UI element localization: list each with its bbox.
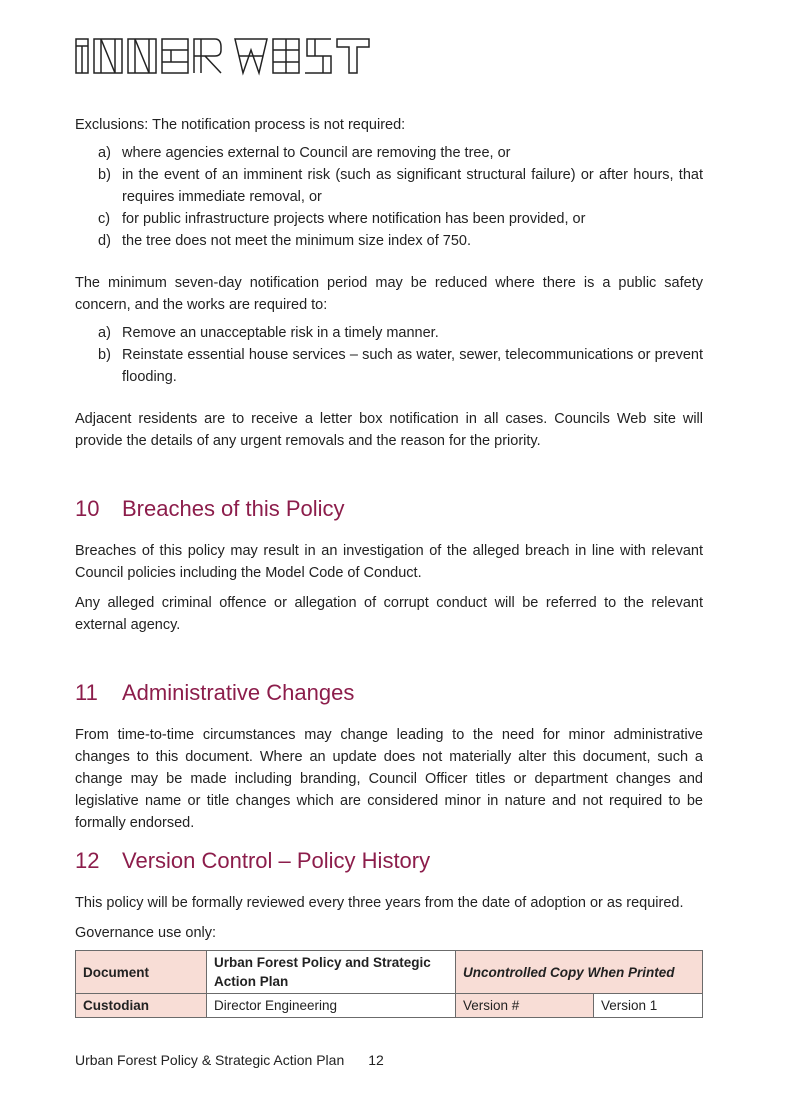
exclusions-list [75, 142, 703, 252]
administrative-changes-paragraph: From time-to-time circumstances may change leading to the need for minor administrative changes to this document. Where an update does not materially alter this document, such a change may be made including branding, Council Officer titles or department changes and legislative name or title changes which are considered minor in nature and not required to be formally endorsed. [75, 727, 703, 831]
list-item-text: Remove an unacceptable risk in a timely manner. [122, 325, 439, 341]
section-number: 12 [75, 848, 100, 873]
list-marker: a) [98, 325, 111, 341]
list-item-text: Reinstate essential house services – such as water, sewer, telecommunications or prevent flooding. [122, 347, 703, 385]
list-item [75, 230, 703, 252]
reduction-list [75, 322, 703, 388]
section-11-heading [75, 678, 703, 708]
section-number: 11 [75, 680, 98, 705]
table-row [76, 951, 703, 994]
governance-label: Governance use only: [75, 925, 217, 941]
uncontrolled-copy-cell: Uncontrolled Copy When Printed [456, 951, 703, 994]
section-title: Breaches of this Policy [122, 496, 345, 521]
list-item [75, 142, 703, 164]
custodian-value-cell: Director Engineering [207, 994, 456, 1018]
section-number: 10 [75, 496, 100, 521]
breaches-paragraph-2: Any alleged criminal offence or allegation of corrupt conduct will be referred to the relevant external agency. [75, 595, 703, 633]
document-value-cell: Urban Forest Policy and Strategic Action Plan [207, 951, 456, 994]
list-marker: b) [98, 347, 111, 363]
document-label-cell: Document [76, 951, 207, 994]
list-marker: a) [98, 145, 111, 161]
review-paragraph: This policy will be formally reviewed every three years from the date of adoption or as required. [75, 895, 684, 911]
inner-west-logo [75, 36, 371, 80]
adjacent-residents-paragraph: Adjacent residents are to receive a letter box notification in all cases. Councils Web site will provide the details of any urgent removals and the reason for the priority. [75, 411, 703, 449]
reduction-intro: The minimum seven-day notification period may be reduced where there is a public safety concern, and the works are required to: [75, 275, 703, 313]
list-item-text: in the event of an imminent risk (such as significant structural failure) or after hours, that requires immediate removal, or [122, 167, 703, 205]
list-marker: b) [98, 167, 111, 183]
list-item [75, 208, 703, 230]
version-label-cell: Version # [456, 994, 594, 1018]
exclusions-intro: Exclusions: The notification process is not required: [75, 117, 406, 133]
footer-title: Urban Forest Policy & Strategic Action Plan [75, 1052, 345, 1068]
list-item-text: the tree does not meet the minimum size index of 750. [122, 233, 471, 249]
section-title: Administrative Changes [122, 680, 355, 705]
list-marker: c) [98, 211, 111, 227]
page-footer [75, 1052, 384, 1068]
section-12-heading [75, 846, 703, 876]
list-item-text: where agencies external to Council are removing the tree, or [122, 145, 511, 161]
page-number: 12 [368, 1052, 384, 1068]
version-value-cell: Version 1 [594, 994, 703, 1018]
version-control-table [75, 950, 703, 1018]
list-item [75, 344, 703, 388]
list-marker: d) [98, 233, 111, 249]
breaches-paragraph-1: Breaches of this policy may result in an investigation of the alleged breach in line with relevant Council policies including the Model Code of Conduct. [75, 543, 703, 581]
section-title: Version Control – Policy History [122, 848, 431, 873]
custodian-label-cell: Custodian [76, 994, 207, 1018]
inner-west-logo-graphic [75, 36, 371, 76]
table-row [76, 994, 703, 1018]
list-item-text: for public infrastructure projects where notification has been provided, or [122, 211, 586, 227]
page-content [75, 114, 703, 1018]
list-item [75, 322, 703, 344]
list-item [75, 164, 703, 208]
section-10-heading [75, 494, 703, 524]
